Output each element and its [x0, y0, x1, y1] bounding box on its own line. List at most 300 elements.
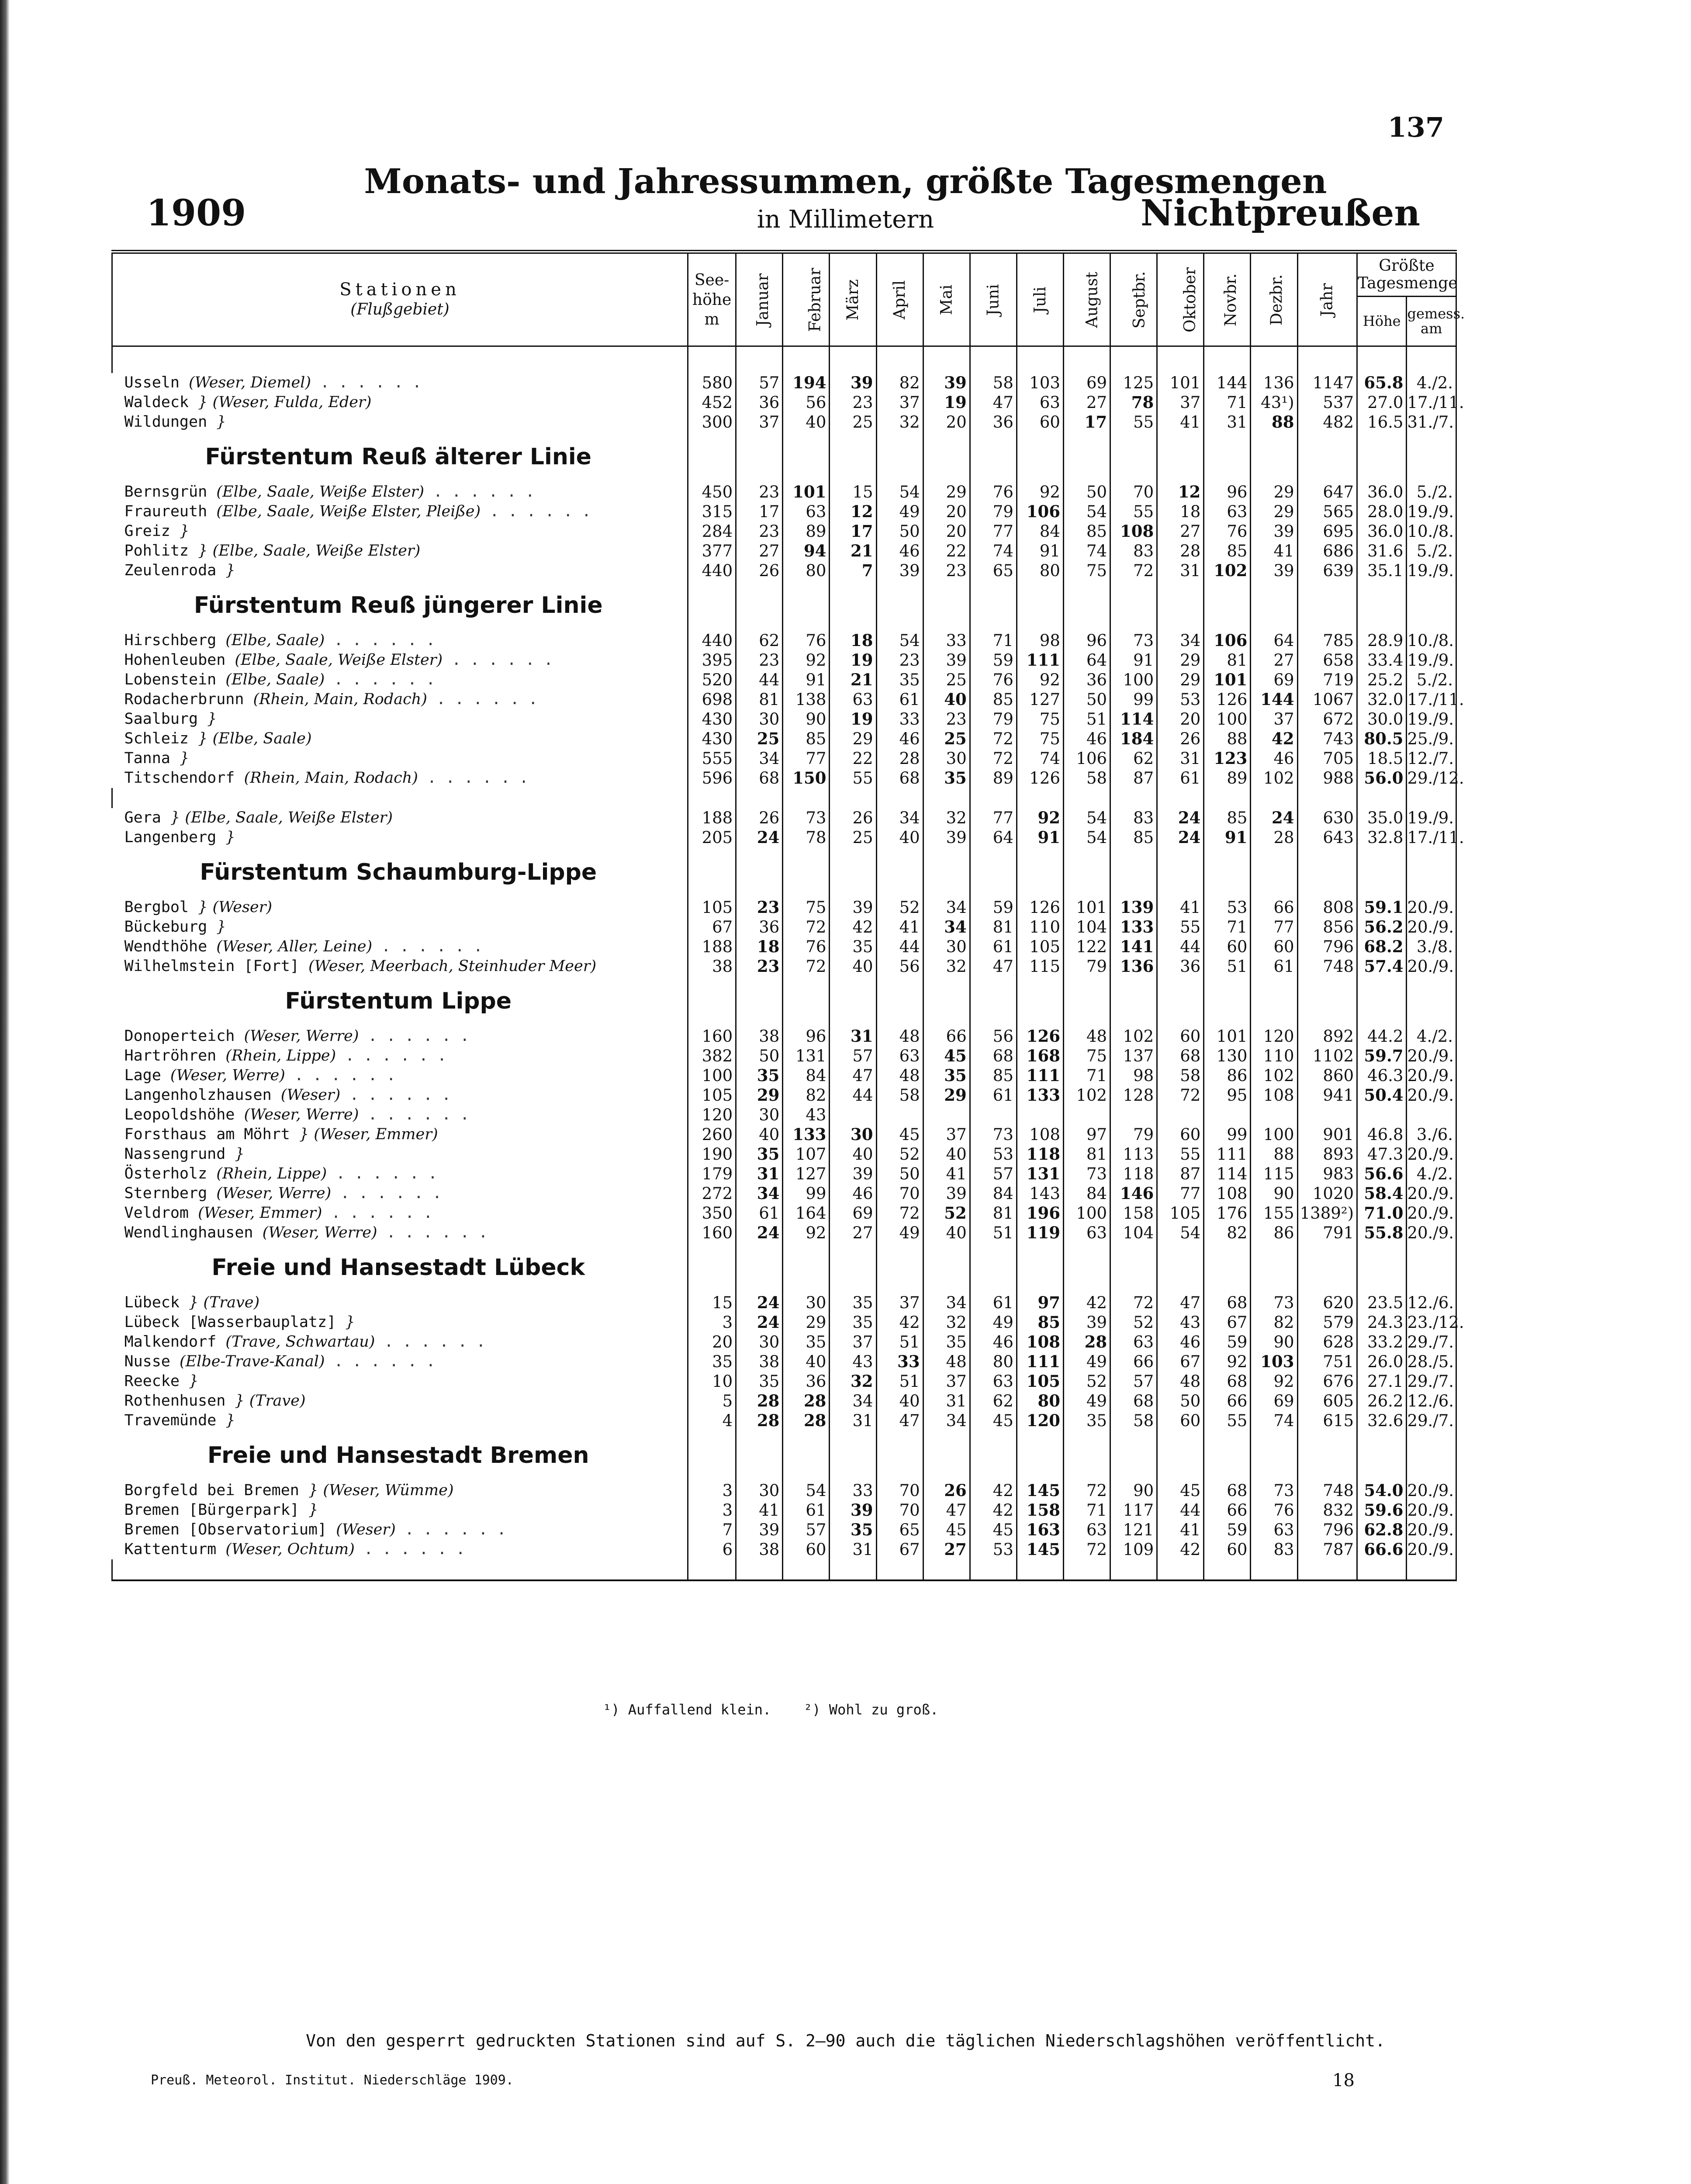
month-value-cell: 28 [1251, 828, 1297, 847]
station-cell [112, 1391, 688, 1411]
month-value-cell: 29 [1251, 502, 1297, 522]
station-cell [112, 768, 688, 788]
month-value-cell: 51 [1204, 957, 1251, 976]
month-value-cell: 28 [736, 1391, 783, 1411]
max-date-cell: 25./9. [1407, 729, 1456, 749]
header-month-label: Juni [984, 283, 1003, 316]
max-date-cell [1407, 1105, 1456, 1125]
elevation-cell: 520 [688, 670, 736, 690]
month-value-cell: 42 [876, 1313, 923, 1332]
station-cell [112, 1203, 688, 1223]
month-value-cell: 37 [923, 1125, 970, 1144]
river-basin: } [225, 1412, 235, 1429]
header-basin-label: (Flußgebiet) [350, 301, 450, 318]
month-value-cell: 101 [1063, 898, 1110, 917]
max-height-cell [1357, 1105, 1407, 1125]
month-value-cell: 76 [1204, 522, 1251, 541]
month-value-cell: 76 [783, 937, 830, 957]
table-row [112, 561, 1456, 581]
year-total-cell: 639 [1297, 561, 1357, 581]
month-value-cell: 20 [923, 412, 970, 432]
station-name: Rodacherbrunn [124, 691, 244, 708]
year-total-cell: 1389²) [1297, 1203, 1357, 1223]
month-value-cell: 102 [1204, 561, 1251, 581]
month-value-cell: 52 [876, 898, 923, 917]
leader-dots: . . . . . . [327, 1165, 437, 1182]
month-value-cell: 30 [783, 1293, 830, 1313]
month-value-cell: 90 [1251, 1184, 1297, 1203]
month-value-cell: 68 [1204, 1481, 1251, 1500]
month-value-cell: 41 [1157, 412, 1204, 432]
river-basin: } (Weser, Emmer) [299, 1126, 438, 1143]
month-value-cell: 85 [970, 690, 1017, 709]
month-value-cell: 33 [876, 709, 923, 729]
station-name: Gera [124, 809, 161, 826]
max-height-cell: 56.6 [1357, 1164, 1407, 1184]
month-value-cell: 75 [1063, 1046, 1110, 1066]
month-value-cell: 91 [1017, 541, 1063, 561]
table-row [112, 1520, 1456, 1540]
station-name: Travemünde [124, 1412, 217, 1429]
station-cell [112, 1144, 688, 1164]
header-month-label: Februar [806, 267, 825, 332]
max-date-cell: 20./9. [1407, 1520, 1456, 1540]
max-height-cell: 27.1 [1357, 1372, 1407, 1391]
year-total-cell: 630 [1297, 808, 1357, 828]
table-row [112, 937, 1456, 957]
month-value-cell: 68 [970, 1046, 1017, 1066]
month-value-cell: 50 [1157, 1391, 1204, 1411]
month-value-cell: 23 [923, 709, 970, 729]
month-value-cell: 70 [876, 1184, 923, 1203]
table-row [112, 1500, 1456, 1520]
max-height-cell: 62.8 [1357, 1520, 1407, 1540]
month-value-cell: 49 [970, 1313, 1017, 1332]
month-value-cell: 25 [923, 670, 970, 690]
month-value-cell: 34 [876, 808, 923, 828]
month-value-cell: 77 [970, 808, 1017, 828]
month-value-cell: 65 [876, 1520, 923, 1540]
month-value-cell: 55 [1157, 917, 1204, 937]
station-cell [112, 1520, 688, 1540]
max-date-cell: 10./8. [1407, 631, 1456, 650]
month-value-cell: 77 [783, 749, 830, 768]
month-value-cell: 92 [1204, 1352, 1251, 1372]
month-value-cell: 25 [736, 729, 783, 749]
station-name: Schleiz [124, 730, 189, 747]
max-height-cell: 18.5 [1357, 749, 1407, 768]
year-total-cell: 1147 [1297, 373, 1357, 393]
max-height-cell: 35.0 [1357, 808, 1407, 828]
year-total-cell: 832 [1297, 1500, 1357, 1520]
month-value-cell: 29 [1157, 670, 1204, 690]
month-value-cell: 76 [970, 482, 1017, 502]
month-value-cell: 136 [1251, 373, 1297, 393]
month-value-cell: 71 [1204, 393, 1251, 412]
notice-text: Von den gesperrt gedruckten Stationen sind auf S. 2—90 auch die täglichen Niederschlagshöhen veröffentlicht. [306, 2031, 1385, 2050]
river-basin: } [216, 413, 226, 431]
river-basin: (Weser, Ochtum) [225, 1541, 355, 1558]
month-value-cell: 59 [970, 898, 1017, 917]
month-value-cell: 72 [1157, 1085, 1204, 1105]
station-name: Saalburg [124, 710, 198, 728]
month-value-cell: 111 [1204, 1144, 1251, 1164]
month-value-cell: 119 [1017, 1223, 1063, 1243]
month-value-cell: 69 [1251, 670, 1297, 690]
month-value-cell: 168 [1017, 1046, 1063, 1066]
leader-dots: . . . . . . [322, 1204, 433, 1222]
month-value-cell: 144 [1251, 690, 1297, 709]
header-month [1017, 252, 1063, 346]
river-basin: (Elbe, Saale, Weiße Elster) [235, 651, 443, 669]
month-value-cell: 106 [1204, 631, 1251, 650]
month-value-cell: 56 [876, 957, 923, 976]
header-elevation-line: See- [694, 271, 730, 289]
station-cell [112, 1164, 688, 1184]
month-value-cell: 46 [1251, 749, 1297, 768]
group-title-row [112, 847, 1456, 898]
river-basin: } [308, 1501, 318, 1519]
month-value-cell: 89 [970, 768, 1017, 788]
month-value-cell: 35 [923, 1332, 970, 1352]
table-row [112, 373, 1456, 393]
max-date-cell: 20./9. [1407, 898, 1456, 917]
month-value-cell: 68 [1204, 1293, 1251, 1313]
year-total-cell [1297, 1105, 1357, 1125]
month-value-cell: 34 [923, 898, 970, 917]
month-value-cell: 54 [876, 631, 923, 650]
month-value-cell: 39 [923, 373, 970, 393]
max-date-cell: 4./2. [1407, 1026, 1456, 1046]
month-value-cell: 68 [736, 768, 783, 788]
month-value-cell: 118 [1110, 1164, 1157, 1184]
station-cell [112, 541, 688, 561]
month-value-cell: 77 [1251, 917, 1297, 937]
group-title: Freie und Hansestadt Lübeck [112, 1243, 688, 1293]
month-value-cell: 81 [1063, 1144, 1110, 1164]
month-value-cell: 72 [783, 917, 830, 937]
table-row [112, 1066, 1456, 1085]
month-value-cell: 101 [1157, 373, 1204, 393]
elevation-cell: 10 [688, 1372, 736, 1391]
max-height-cell: 44.2 [1357, 1026, 1407, 1046]
month-value-cell: 92 [783, 650, 830, 670]
header-stations [112, 252, 688, 346]
max-height-cell: 32.0 [1357, 690, 1407, 709]
month-value-cell: 144 [1204, 373, 1251, 393]
leader-dots: . . . . . . [325, 632, 436, 649]
month-value-cell: 100 [1063, 1203, 1110, 1223]
month-value-cell: 64 [1251, 631, 1297, 650]
month-value-cell: 31 [923, 1391, 970, 1411]
month-value-cell: 37 [1157, 393, 1204, 412]
max-height-cell: 32.8 [1357, 828, 1407, 847]
year-total-cell: 983 [1297, 1164, 1357, 1184]
month-value-cell: 43 [783, 1105, 830, 1125]
month-value-cell: 40 [876, 828, 923, 847]
month-value-cell: 194 [783, 373, 830, 393]
max-date-cell: 20./9. [1407, 917, 1456, 937]
month-value-cell: 96 [1204, 482, 1251, 502]
month-value-cell: 34 [923, 1411, 970, 1431]
month-value-cell: 26 [1157, 729, 1204, 749]
month-value-cell: 74 [1063, 541, 1110, 561]
year-total-cell: 620 [1297, 1293, 1357, 1313]
month-value-cell: 35 [736, 1372, 783, 1391]
month-value-cell: 90 [1251, 1332, 1297, 1352]
month-value-cell: 48 [876, 1066, 923, 1085]
elevation-cell: 596 [688, 768, 736, 788]
month-value-cell: 126 [1017, 898, 1063, 917]
month-value-cell: 35 [1063, 1411, 1110, 1431]
month-value-cell: 41 [1157, 1520, 1204, 1540]
month-value-cell: 39 [830, 898, 876, 917]
header-month-label: Januar [754, 273, 772, 326]
month-value-cell: 24 [736, 1223, 783, 1243]
max-date-cell: 20./9. [1407, 1184, 1456, 1203]
leader-dots: . . . . . . [336, 1047, 447, 1064]
max-height-cell: 58.4 [1357, 1184, 1407, 1203]
month-value-cell: 101 [783, 482, 830, 502]
max-date-cell: 17./11. [1407, 393, 1464, 412]
month-value-cell: 19 [830, 650, 876, 670]
max-height-cell: 46.3 [1357, 1066, 1407, 1085]
month-value-cell: 118 [1017, 1144, 1063, 1164]
month-value-cell: 54 [1063, 502, 1110, 522]
month-value-cell: 35 [736, 1066, 783, 1085]
month-value-cell: 164 [783, 1203, 830, 1223]
year-total-cell: 791 [1297, 1223, 1357, 1243]
max-date-cell: 4./2. [1407, 1164, 1456, 1184]
month-value-cell: 39 [876, 561, 923, 581]
month-value-cell: 130 [1204, 1046, 1251, 1066]
month-value-cell: 104 [1063, 917, 1110, 937]
month-value-cell: 89 [1204, 768, 1251, 788]
month-value-cell: 48 [876, 1026, 923, 1046]
month-value-cell: 24 [736, 828, 783, 847]
leader-dots: . . . . . . [427, 691, 538, 708]
max-height-cell: 46.8 [1357, 1125, 1407, 1144]
river-basin: (Rhein, Main, Rodach) [244, 769, 418, 787]
month-value-cell: 39 [830, 1500, 876, 1520]
month-value-cell: 37 [923, 1372, 970, 1391]
footer-publisher: Preuß. Meteorol. Institut. Niederschläge 1909. [151, 2073, 514, 2088]
month-value-cell: 72 [783, 957, 830, 976]
month-value-cell: 29 [736, 1085, 783, 1105]
month-value-cell: 63 [1063, 1520, 1110, 1540]
year-total-cell: 647 [1297, 482, 1357, 502]
max-date-cell: 20./9. [1407, 1046, 1456, 1066]
table-row [112, 808, 1456, 828]
month-value-cell: 57 [830, 1046, 876, 1066]
station-name: Wildungen [124, 413, 207, 431]
month-value-cell: 72 [1063, 1540, 1110, 1559]
month-value-cell: 70 [876, 1481, 923, 1500]
month-value-cell: 43¹) [1251, 393, 1297, 412]
month-value-cell: 55 [1204, 1411, 1251, 1431]
header-month [1157, 252, 1204, 346]
river-basin: } [207, 710, 217, 728]
month-value-cell: 20 [923, 502, 970, 522]
river-basin: (Weser) [280, 1086, 341, 1104]
month-value-cell: 37 [830, 1332, 876, 1352]
max-height-cell: 33.4 [1357, 650, 1407, 670]
station-cell [112, 373, 688, 393]
station-name: Lübeck [Wasserbauplatz] [124, 1313, 336, 1331]
month-value-cell: 117 [1110, 1500, 1157, 1520]
month-value-cell: 41 [736, 1500, 783, 1520]
month-value-cell: 79 [1063, 957, 1110, 976]
month-value-cell: 71 [1063, 1500, 1110, 1520]
river-basin: (Trave, Schwartau) [225, 1333, 375, 1351]
month-value-cell [1157, 1105, 1204, 1125]
max-height-cell: 54.0 [1357, 1481, 1407, 1500]
station-name: Pohlitz [124, 542, 189, 560]
month-value-cell: 107 [783, 1144, 830, 1164]
max-height-cell: 27.0 [1357, 393, 1407, 412]
leader-dots: . . . . . . [311, 374, 422, 391]
month-value-cell: 83 [1110, 808, 1157, 828]
month-value-cell: 33 [830, 1481, 876, 1500]
month-value-cell: 78 [1110, 393, 1157, 412]
header-month-label: April [891, 280, 909, 319]
month-value-cell: 139 [1110, 898, 1157, 917]
river-basin: } [189, 1372, 199, 1390]
month-value-cell: 42 [970, 1500, 1017, 1520]
month-value-cell: 53 [970, 1540, 1017, 1559]
month-value-cell: 184 [1110, 729, 1157, 749]
month-value-cell: 62 [736, 631, 783, 650]
month-value-cell: 155 [1251, 1203, 1297, 1223]
year-total-cell: 785 [1297, 631, 1357, 650]
station-cell [112, 650, 688, 670]
month-value-cell: 57 [783, 1520, 830, 1540]
month-value-cell: 23 [736, 482, 783, 502]
month-value-cell: 115 [1251, 1164, 1297, 1184]
max-date-cell: 29./7. [1407, 1372, 1456, 1391]
month-value-cell: 91 [1204, 828, 1251, 847]
month-value-cell: 35 [736, 1144, 783, 1164]
month-value-cell: 24 [736, 1313, 783, 1332]
max-date-cell: 31./7. [1407, 412, 1456, 432]
month-value-cell: 18 [736, 937, 783, 957]
month-value-cell: 55 [830, 768, 876, 788]
station-cell [112, 1184, 688, 1203]
month-value-cell: 68 [1204, 1372, 1251, 1391]
elevation-cell: 440 [688, 561, 736, 581]
month-value-cell: 45 [923, 1520, 970, 1540]
month-value-cell: 133 [1017, 1085, 1063, 1105]
station-cell [112, 828, 688, 847]
month-value-cell: 52 [876, 1144, 923, 1164]
river-basin: } (Trave) [235, 1392, 306, 1410]
month-value-cell: 83 [1251, 1540, 1297, 1559]
station-cell [112, 690, 688, 709]
month-value-cell: 47 [970, 393, 1017, 412]
month-value-cell: 49 [1063, 1391, 1110, 1411]
max-height-cell: 32.6 [1357, 1411, 1407, 1431]
elevation-cell: 260 [688, 1125, 736, 1144]
year-total-cell: 748 [1297, 1481, 1357, 1500]
group-title-row [112, 432, 1456, 482]
header-month-label: August [1083, 271, 1101, 328]
month-value-cell: 34 [923, 1293, 970, 1313]
month-value-cell: 52 [923, 1203, 970, 1223]
year-total-cell: 988 [1297, 768, 1357, 788]
month-value-cell: 99 [783, 1184, 830, 1203]
table-row [112, 1481, 1456, 1500]
month-value-cell: 103 [1251, 1352, 1297, 1372]
station-name: Bremen [Observatorium] [124, 1521, 327, 1538]
month-value-cell: 30 [736, 1481, 783, 1500]
month-value-cell: 108 [1251, 1085, 1297, 1105]
month-value-cell: 53 [1157, 690, 1204, 709]
month-value-cell: 27 [830, 1223, 876, 1243]
month-value-cell: 63 [1204, 502, 1251, 522]
max-height-cell: 16.5 [1357, 412, 1407, 432]
leader-dots: . . . . . . [418, 769, 529, 787]
month-value-cell: 86 [1251, 1223, 1297, 1243]
month-value-cell: 75 [1017, 709, 1063, 729]
station-cell [112, 502, 688, 522]
month-value-cell: 52 [1063, 1372, 1110, 1391]
station-cell [112, 1481, 688, 1500]
elevation-cell: 555 [688, 749, 736, 768]
station-name: Tanna [124, 750, 170, 767]
month-value-cell: 34 [830, 1391, 876, 1411]
month-value-cell: 54 [1063, 828, 1110, 847]
station-cell [112, 1500, 688, 1520]
river-basin: (Weser, Meerbach, Steinhuder Meer) [308, 957, 597, 975]
month-value-cell: 39 [923, 828, 970, 847]
month-value-cell: 131 [783, 1046, 830, 1066]
max-date-cell: 19./9. [1407, 650, 1456, 670]
month-value-cell: 30 [736, 1332, 783, 1352]
station-cell [112, 1026, 688, 1046]
month-value-cell: 37 [736, 412, 783, 432]
max-date-cell: 4./2. [1407, 373, 1456, 393]
month-value-cell: 26 [923, 1481, 970, 1500]
month-value-cell: 22 [830, 749, 876, 768]
month-value-cell: 59 [1204, 1332, 1251, 1352]
page-number: 137 [1387, 111, 1444, 143]
month-value-cell: 127 [1017, 690, 1063, 709]
month-value-cell: 40 [876, 1391, 923, 1411]
month-value-cell: 79 [970, 502, 1017, 522]
max-date-cell: 17./11. [1407, 828, 1464, 847]
month-value-cell: 85 [1063, 522, 1110, 541]
month-value-cell: 63 [876, 1046, 923, 1066]
max-date-cell: 20./9. [1407, 1085, 1456, 1105]
month-value-cell: 84 [1063, 1184, 1110, 1203]
month-value-cell: 40 [923, 690, 970, 709]
month-value-cell: 45 [1157, 1481, 1204, 1500]
elevation-cell: 272 [688, 1184, 736, 1203]
leader-dots: . . . . . . [359, 1027, 470, 1045]
max-date-cell: 3./6. [1407, 1125, 1456, 1144]
month-value-cell: 65 [970, 561, 1017, 581]
station-name: Kattenturm [124, 1541, 217, 1558]
station-cell [112, 729, 688, 749]
month-value-cell: 73 [970, 1125, 1017, 1144]
month-value-cell: 40 [923, 1223, 970, 1243]
month-value-cell: 106 [1017, 502, 1063, 522]
year-total-cell: 672 [1297, 709, 1357, 729]
footer-sheet-number: 18 [1332, 2070, 1355, 2091]
leader-dots: . . . . . . [325, 1353, 436, 1370]
month-value-cell: 45 [970, 1411, 1017, 1431]
max-date-cell: 29./7. [1407, 1332, 1456, 1352]
